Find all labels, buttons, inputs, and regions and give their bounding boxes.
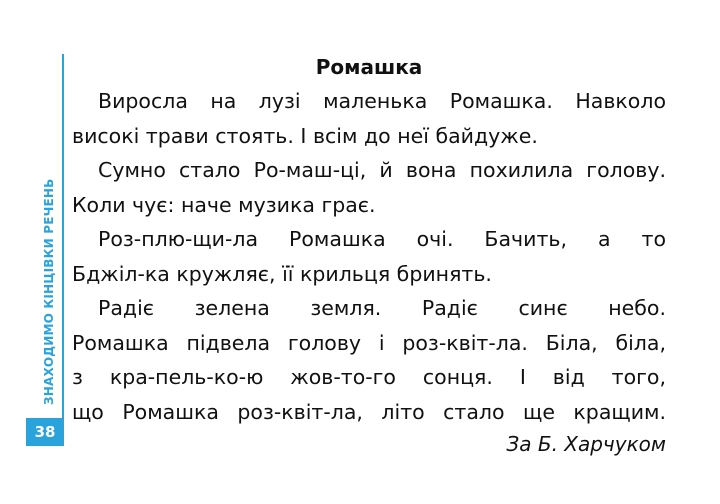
- text-line: що Ромашка роз-квіт-ла, літо стало ще кращим.: [72, 399, 666, 424]
- text-line: Бджіл-ка кружляє, її крильця бринять.: [72, 261, 492, 286]
- author-credit: За Б. Харчуком: [506, 432, 666, 456]
- section-label: ЗНАХОДИМО КІНЦІВКИ РЕЧЕНЬ: [42, 178, 56, 405]
- text-content: [72, 52, 666, 459]
- text-line: з кра-пель-ко-ю жов-то-го сонця. І від того,: [72, 365, 666, 389]
- text-line: Виросла на лузі маленька Ромашка. Навколо: [98, 89, 666, 113]
- text-line: високі трави стоять. І всім до неї байдуже.: [72, 123, 538, 148]
- text-line: Коли чує: наче музика грає.: [72, 192, 376, 217]
- text-line: Ромашка підвела голову і роз-квіт-ла. Біла, біла,: [72, 330, 666, 355]
- text-line: Радіє зелена земля. Радіє синє небо.: [98, 296, 666, 320]
- paragraph: [72, 222, 666, 291]
- paragraph: [72, 153, 666, 222]
- paragraph: [72, 291, 666, 429]
- text-line: Сумно стало Ро-маш-ці, й вона похилила голову.: [98, 158, 666, 182]
- paragraph: [72, 84, 666, 153]
- text-line: Роз-плю-щи-ла Ромашка очі. Бачить, а то: [98, 227, 666, 251]
- page-number-badge: 38: [26, 418, 64, 446]
- side-divider: [62, 54, 64, 426]
- text-title: Ромашка: [315, 55, 423, 79]
